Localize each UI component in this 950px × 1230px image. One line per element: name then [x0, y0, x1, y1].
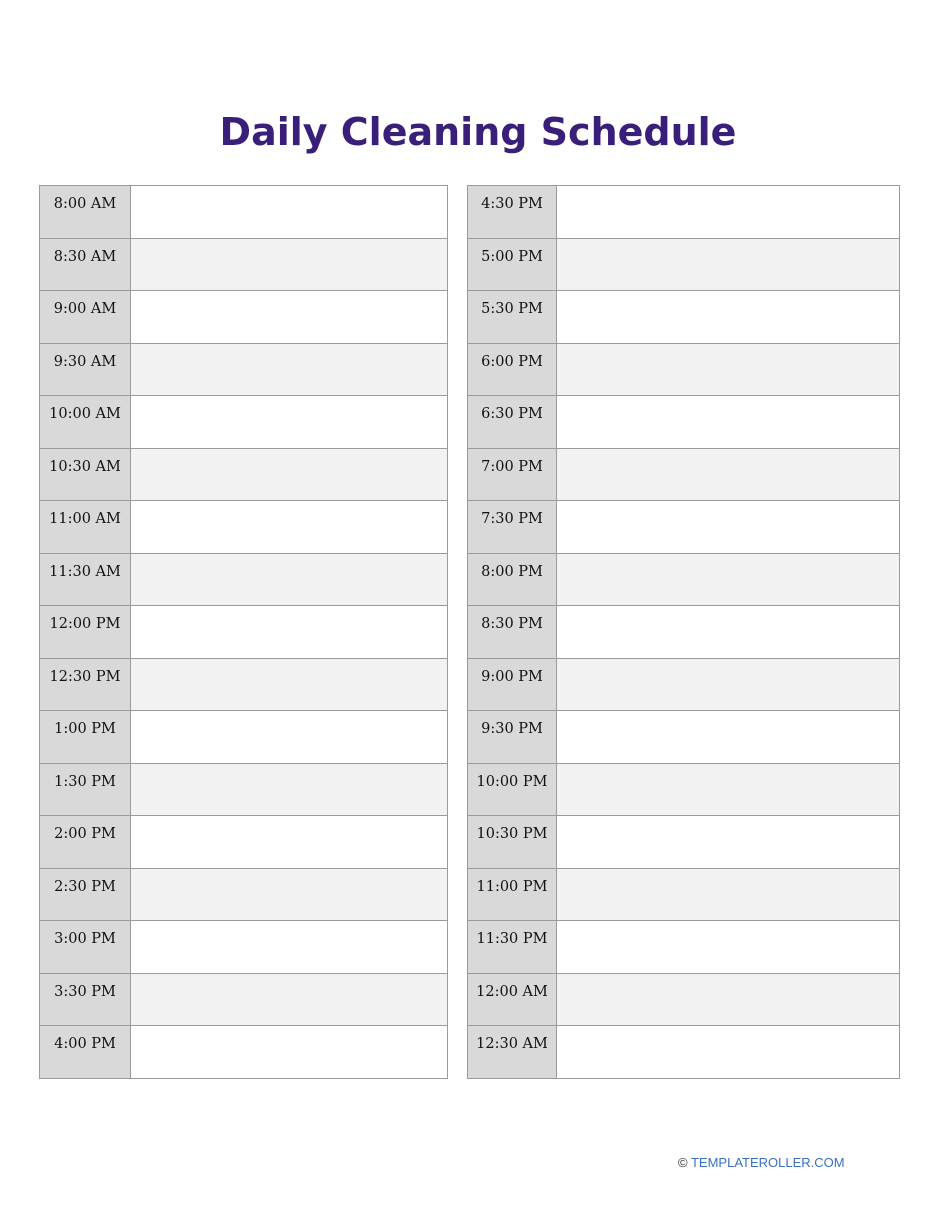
- schedule-row: [40, 291, 447, 344]
- schedule-row: [40, 974, 447, 1027]
- schedule-row: [40, 239, 447, 292]
- time-slot-label: 2:30 PM: [40, 869, 131, 921]
- task-cell[interactable]: [131, 291, 447, 343]
- schedule-row: [40, 606, 447, 659]
- schedule-row: [40, 921, 447, 974]
- time-slot-label: 12:30 AM: [468, 1026, 557, 1078]
- schedule-row: [468, 974, 899, 1027]
- task-cell[interactable]: [557, 501, 899, 553]
- time-slot-label: 5:00 PM: [468, 239, 557, 291]
- schedule-row: [40, 186, 447, 239]
- schedule-row: [40, 1026, 447, 1079]
- time-slot-label: 11:30 AM: [40, 554, 131, 606]
- time-slot-label: 10:30 AM: [40, 449, 131, 501]
- time-slot-label: 3:30 PM: [40, 974, 131, 1026]
- time-slot-label: 5:30 PM: [468, 291, 557, 343]
- task-cell[interactable]: [557, 186, 899, 238]
- time-slot-label: 7:30 PM: [468, 501, 557, 553]
- time-slot-label: 10:00 PM: [468, 764, 557, 816]
- task-cell[interactable]: [557, 344, 899, 396]
- task-cell[interactable]: [557, 239, 899, 291]
- task-cell[interactable]: [557, 816, 899, 868]
- schedule-row: [40, 449, 447, 502]
- schedule-row: [40, 659, 447, 712]
- time-slot-label: 8:30 PM: [468, 606, 557, 658]
- task-cell[interactable]: [557, 1026, 899, 1078]
- time-slot-label: 9:30 AM: [40, 344, 131, 396]
- task-cell[interactable]: [557, 921, 899, 973]
- time-slot-label: 12:00 AM: [468, 974, 557, 1026]
- time-slot-label: 4:30 PM: [468, 186, 557, 238]
- time-slot-label: 11:00 PM: [468, 869, 557, 921]
- task-cell[interactable]: [557, 869, 899, 921]
- time-slot-label: 7:00 PM: [468, 449, 557, 501]
- footer-credit: [678, 1155, 845, 1170]
- task-cell[interactable]: [131, 816, 447, 868]
- time-slot-label: 1:30 PM: [40, 764, 131, 816]
- schedule-row: [468, 1026, 899, 1079]
- schedule-row: [40, 501, 447, 554]
- schedule-table-right: [467, 185, 900, 1079]
- schedule-row: [40, 869, 447, 922]
- schedule-row: [468, 344, 899, 397]
- schedule-table-left: [39, 185, 448, 1079]
- task-cell[interactable]: [131, 344, 447, 396]
- schedule-row: [468, 239, 899, 292]
- task-cell[interactable]: [131, 921, 447, 973]
- task-cell[interactable]: [131, 974, 447, 1026]
- schedule-row: [468, 449, 899, 502]
- task-cell[interactable]: [131, 449, 447, 501]
- time-slot-label: 6:00 PM: [468, 344, 557, 396]
- page-title: Daily Cleaning Schedule: [219, 110, 737, 154]
- time-slot-label: 3:00 PM: [40, 921, 131, 973]
- task-cell[interactable]: [557, 606, 899, 658]
- task-cell[interactable]: [557, 291, 899, 343]
- time-slot-label: 9:00 AM: [40, 291, 131, 343]
- task-cell[interactable]: [131, 659, 447, 711]
- time-slot-label: 8:00 PM: [468, 554, 557, 606]
- schedule-row: [40, 396, 447, 449]
- task-cell[interactable]: [131, 501, 447, 553]
- schedule-row: [40, 711, 447, 764]
- time-slot-label: 1:00 PM: [40, 711, 131, 763]
- task-cell[interactable]: [131, 554, 447, 606]
- time-slot-label: 6:30 PM: [468, 396, 557, 448]
- schedule-row: [468, 816, 899, 869]
- time-slot-label: 12:00 PM: [40, 606, 131, 658]
- task-cell[interactable]: [557, 764, 899, 816]
- time-slot-label: 9:00 PM: [468, 659, 557, 711]
- task-cell[interactable]: [557, 449, 899, 501]
- schedule-row: [468, 501, 899, 554]
- schedule-row: [468, 396, 899, 449]
- task-cell[interactable]: [557, 396, 899, 448]
- schedule-row: [40, 816, 447, 869]
- copyright-symbol: ©: [678, 1155, 688, 1170]
- task-cell[interactable]: [131, 711, 447, 763]
- task-cell[interactable]: [131, 396, 447, 448]
- time-slot-label: 8:00 AM: [40, 186, 131, 238]
- time-slot-label: 4:00 PM: [40, 1026, 131, 1078]
- task-cell[interactable]: [131, 1026, 447, 1078]
- footer-site-link[interactable]: TEMPLATEROLLER.COM: [690, 1155, 845, 1170]
- task-cell[interactable]: [131, 764, 447, 816]
- time-slot-label: 10:00 AM: [40, 396, 131, 448]
- task-cell[interactable]: [557, 711, 899, 763]
- task-cell[interactable]: [131, 606, 447, 658]
- time-slot-label: 8:30 AM: [40, 239, 131, 291]
- task-cell[interactable]: [131, 239, 447, 291]
- schedule-row: [468, 659, 899, 712]
- schedule-row: [468, 869, 899, 922]
- schedule-row: [468, 921, 899, 974]
- task-cell[interactable]: [131, 186, 447, 238]
- schedule-row: [40, 344, 447, 397]
- task-cell[interactable]: [557, 554, 899, 606]
- time-slot-label: 2:00 PM: [40, 816, 131, 868]
- schedule-row: [468, 186, 899, 239]
- schedule-row: [468, 711, 899, 764]
- time-slot-label: 9:30 PM: [468, 711, 557, 763]
- schedule-row: [468, 291, 899, 344]
- time-slot-label: 12:30 PM: [40, 659, 131, 711]
- schedule-row: [40, 764, 447, 817]
- schedule-row: [468, 554, 899, 607]
- schedule-row: [468, 764, 899, 817]
- time-slot-label: 10:30 PM: [468, 816, 557, 868]
- time-slot-label: 11:30 PM: [468, 921, 557, 973]
- schedule-row: [40, 554, 447, 607]
- task-cell[interactable]: [557, 659, 899, 711]
- time-slot-label: 11:00 AM: [40, 501, 131, 553]
- schedule-row: [468, 606, 899, 659]
- task-cell[interactable]: [557, 974, 899, 1026]
- task-cell[interactable]: [131, 869, 447, 921]
